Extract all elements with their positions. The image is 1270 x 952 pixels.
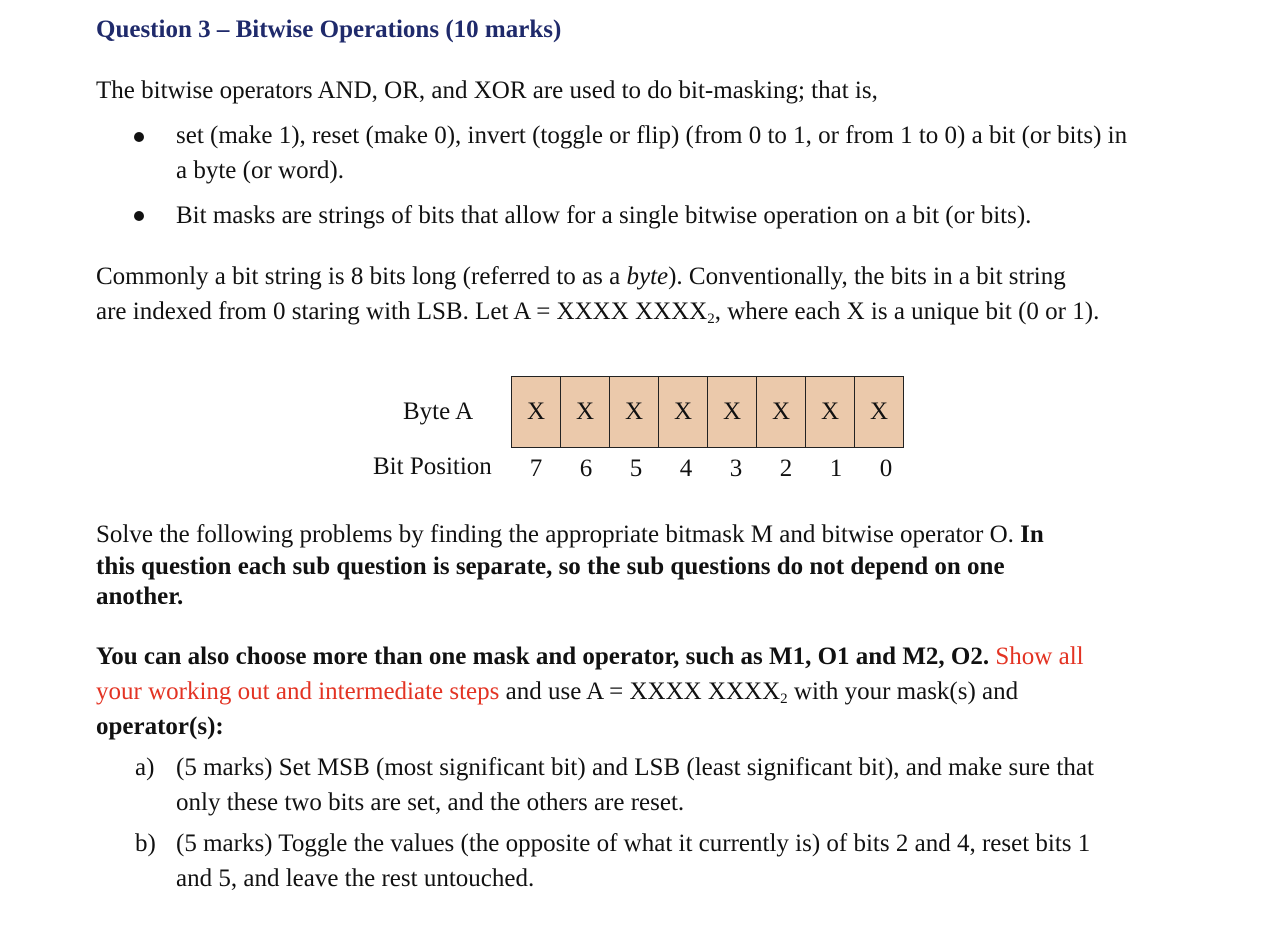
bullet-1-line-1: set (make 1), reset (make 0), invert (toggle or flip) (from 0 to 1, or from 1 to 0) a bit (or bits) in xyxy=(176,122,1128,149)
subquestion-a-line-1: (5 marks) Set MSB (most significant bit) and LSB (least significant bit), and make sure that xyxy=(176,754,1094,781)
masks-text: with your mask(s) and xyxy=(787,678,1019,705)
instructions-line-1 xyxy=(96,519,1044,551)
bullet-2-line-1: Bit masks are strings of bits that allow for a single bitwise operation on a bit (or bits). xyxy=(176,202,1032,229)
masks-line-2 xyxy=(96,674,1018,709)
bullet-1-line-2: a byte (or word). xyxy=(176,157,344,184)
bit-position-4: 4 xyxy=(679,455,693,482)
instructions-bold: In xyxy=(1020,521,1044,548)
show-working-highlight: your working out and intermediate steps xyxy=(96,678,500,705)
byte-paragraph-line-1 xyxy=(96,259,1066,294)
intro-paragraph: The bitwise operators AND, OR, and XOR are used to do bit-masking; that is, xyxy=(96,77,878,104)
instructions-line-2: this question each sub question is separate, so the sub questions do not depend on one xyxy=(96,553,1005,580)
subquestion-a-line-2: only these two bits are set, and the others are reset. xyxy=(176,789,685,816)
base-subscript: 2 xyxy=(707,311,715,327)
bullet-2-dot xyxy=(134,211,144,221)
question-title: Question 3 – Bitwise Operations (10 marks) xyxy=(96,16,562,43)
byte-a-label: Byte A xyxy=(403,398,474,425)
instructions-line-3: another. xyxy=(96,583,184,610)
bit-cell-3: X xyxy=(708,377,757,448)
bit-position-7: 7 xyxy=(529,455,543,482)
subquestion-b-line-1: (5 marks) Toggle the values (the opposite of what it currently is) of bits 2 and 4, reset bits 1 xyxy=(176,830,1091,857)
bit-cell-2: X xyxy=(757,377,806,448)
byte-paragraph-text: are indexed from 0 staring with LSB. Let A = XXXX XXXX xyxy=(96,298,708,325)
bullet-1-dot xyxy=(134,132,144,142)
bit-cell-4: X xyxy=(659,377,708,448)
byte-paragraph-text: ). Conventionally, the bits in a bit string xyxy=(668,263,1066,290)
bit-cell-7: X xyxy=(512,377,561,448)
bit-position-0: 0 xyxy=(879,455,893,482)
bit-cell-5: X xyxy=(610,377,659,448)
bit-position-5: 5 xyxy=(629,455,643,482)
bit-cell-0: X xyxy=(855,377,904,448)
byte-paragraph-line-2 xyxy=(96,294,1099,329)
byte-a-table xyxy=(511,376,904,448)
bit-cell-1: X xyxy=(806,377,855,448)
byte-term: byte xyxy=(626,263,669,290)
masks-line-1 xyxy=(96,639,1084,674)
masks-bold-text: You can also choose more than one mask and operator, such as M1, O1 and M2, O2. xyxy=(96,643,990,670)
bit-position-label: Bit Position xyxy=(373,453,492,480)
bit-position-2: 2 xyxy=(779,455,793,482)
bit-position-1: 1 xyxy=(829,455,843,482)
masks-line-3: operator(s): xyxy=(96,713,224,740)
show-working-highlight: Show all xyxy=(995,643,1084,670)
bit-cell-6: X xyxy=(561,377,610,448)
byte-paragraph-text: Commonly a bit string is 8 bits long (referred to as a xyxy=(96,263,627,290)
instructions-text: Solve the following problems by finding the appropriate bitmask M and bitwise operator O. xyxy=(96,521,1014,548)
byte-paragraph-text: , where each X is a unique bit (0 or 1). xyxy=(714,298,1100,325)
masks-text: and use A = XXXX XXXX xyxy=(499,678,781,705)
bit-position-6: 6 xyxy=(579,455,593,482)
subquestion-b-line-2: and 5, and leave the rest untouched. xyxy=(176,865,535,892)
base-subscript: 2 xyxy=(780,691,788,707)
subquestion-b-marker: b) xyxy=(135,830,156,857)
bit-position-3: 3 xyxy=(729,455,743,482)
subquestion-a-marker: a) xyxy=(135,754,155,781)
